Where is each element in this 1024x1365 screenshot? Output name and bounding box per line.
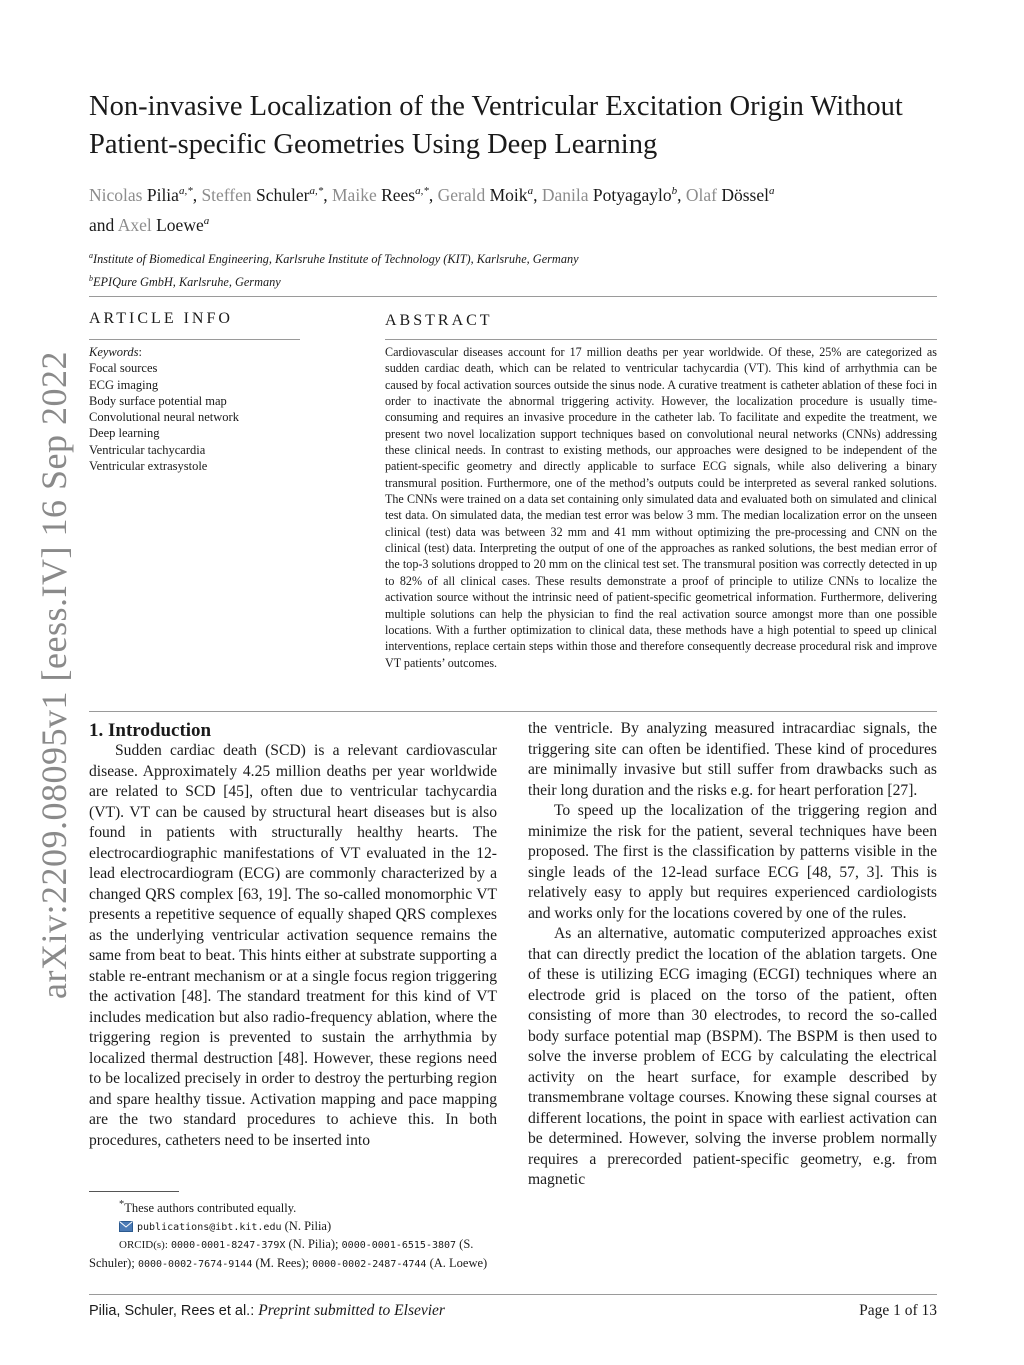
author: Nicolas Pilia$^{a,*}$, [89,184,202,205]
author-and: and [89,214,115,235]
author: Gerald Moik$^a$, [437,184,542,205]
header-rule [89,296,937,297]
author: Maike Rees$^{a,*}$, [332,184,438,205]
keyword: Ventricular extrasystole [89,459,208,474]
keyword: Focal sources [89,361,158,376]
footer-rule [89,1294,937,1295]
paragraph: Sudden cardiac death (SCD) is a relevant cardiovascular disease. Approximately 4.25 million deaths per year worldwide are related to SCD [45], often due to ventricular tachycardia (VT). VT can be caused by structural heart diseases but is also found in patients with structurally healthy hearts. The electrocardiographic manifestations of VT evaluated in the 12-lead electrocardiogram (ECG) are commonly characterized by a changed QRS complex [63, 19]. The so-called monomorphic VT presents a repetitive sequence of equally shaped QRS complexes as the underlying ventricular activation sequence remains the same from beat to beat. This hints either at substrate supporting a stable re-entrant mechanism or at a single focus region triggering the activation [48]. The standard treatment for this kind of VT includes medication but also radio-frequency ablation, where the triggering region is prevented to sustain the arrhythmia by localized thermal destruction [48]. However, these regions need to be localized precisely in order to destroy the perturbing region and spare healthy tissue. Activation mapping and pace mapping are the two standard procedures to achieve this. In both procedures, catheters need to be inserted into [89,742,497,1149]
keyword: Ventricular tachycardia [89,442,206,457]
affiliation: $^a$Institute of Biomedical Engineering, Karlsruhe Institute of Technology (KIT), Karlsruhe, Germany [89,251,579,267]
keyword: Deep learning [89,426,160,441]
author: Danila Potyagaylo$^b$, [541,184,686,205]
affiliation: $^b$EPIQure GmbH, Karlsruhe, Germany [89,274,281,290]
affiliations [89,246,949,292]
right-column [528,719,937,1191]
author-list [89,178,949,238]
paper-title: Non-invasive Localization of the Ventricular Excitation Origin Without Patient-specific Geometries Using Deep Learning [89,91,903,160]
footnote-rule [89,1191,179,1192]
footnotes [89,1196,497,1273]
footnote-email: publications@ibt.kit.edu (N. Pilia) [89,1218,497,1237]
orcid-link[interactable]: 0000-0002-7674-9144 [137,1258,253,1270]
author: Steffen Schuler$^{a,*}$, [201,184,332,205]
article-info-rule [89,339,300,340]
orcid-link[interactable]: 0000-0002-2487-4744 [312,1258,427,1270]
paragraph: To speed up the localization of the triggering region and minimize the risk for the patient, several techniques have been proposed. The first is the classification by patterns visible in the single leads of the 12-lead surface ECG [48, 57, 3]. This is relatively easy to apply but requires experienced cardiologists and works only for the locations covered by one of the rules. [528,802,937,922]
arxiv-id: arXiv:2209.08095v1 [eess.IV] 16 Sep 2022 [34,351,74,999]
email-link[interactable]: publications@ibt.kit.edu [137,1221,282,1233]
keyword: ECG imaging [89,377,159,392]
abstract-bottom-rule [89,711,937,712]
arxiv-stamp [34,351,74,999]
author: Olaf Dössel$^a$ [685,184,775,205]
paragraph: As an alternative, automatic computerized approaches exist that can directly predict the location of the ablation targets. One of these is utilizing ECG imaging (ECGI) techniques where an electrode grid is placed on the torso of the patient, often consisting of more than 30 electrodes, to record the so-called body surface potential map (BSPM). The BSPM is then used to solve the inverse problem of ECG by calculating the electrical activity on the heart surface, for example described by transmembrane voltage courses. Knowing these signal courses at different locations, the point in space with earliest activation can be determined. However, solving the inverse problem normally requires a prerecorded patient-specific geometry, e.g. from magnetic [528,925,937,1188]
paragraph: the ventricle. By analyzing measured intracardiac signals, the triggering site can often be identified. These kind of procedures are minimally invasive but still suffer from drawbacks such as their long duration and the risks e.g. for heart perforation [27]. [528,720,937,799]
author: Axel Loewe$^a$ [117,214,210,235]
orcid-link[interactable]: 0000-0001-6515-3807 [341,1240,457,1252]
abstract-text: Cardiovascular diseases account for 17 million deaths per year worldwide. Of these, 25% are categorized as sudden cardiac death, which can be related to ventricular tachycardia (VT). This kind of arrhythmia can be caused by focal activation sources outside the sinus node. A curative treatment is catheter ablation of these foci in order to inactivate the abnormal triggering activity. However, the localization procedure is usually time-consuming and requires an invasive procedure in the catheter lab. To facilitate and expedite the treatment, we present two novel localization support techniques based on convolutional neural networks (CNNs) addressing these clinical needs. In contrast to existing methods, our approaches were designed to be independent of the patient-specific geometry and directly applicable to surface ECG signals, while also delivering a binary transmural position. Furthermore, one of the method’s outputs could be interpreted as several ranked solutions. The CNNs were trained on a data set containing only simulated data and evaluated both on simulated and clinical test data. On simulated data, the median test error was below 3 mm. The median localization error on the unseen clinical (test) data was between 32 mm and 41 mm without optimizing the pre-processing and CNN on the clinical (test) data. Interpreting the output of one of the approaches as ranked solutions, the best median error of the top-3 solutions dropped to 20 mm on the clinical test set. The transmural position was correctly detected in up to 82% of all clinical cases. These results demonstrate a proof of principle to utilize CNNs to localize the activation source without the intrinsic need of patient-specific geometrical information. Furthermore, delivering multiple solutions can help the physician to find the real activation source amongst more than one possible locations. With a further optimization to clinical data, these methods have a high potential to speed up clinical interventions, replace certain steps within those and therefore consequently decrease procedural risk and improve VT patients’ outcomes. [385,345,937,670]
footnote-orcid: ORCID(s): 0000-0001-8247-379X (N. Pilia); 0000-0001-6515-3807 (S. Schuler); 0000-0002-7674-9144 (M. Rees); 0000-0002-2487-4744 (A. Loewe) [89,1237,488,1270]
orcid-link[interactable]: 0000-0001-8247-379X [171,1240,286,1252]
keyword: Body surface potential map [89,393,227,408]
abstract-heading: ABSTRACT [385,312,493,329]
footer-citation: Pilia, Schuler, Rees et al.: Preprint submitted to Elsevier [89,1302,445,1319]
article-info-heading: ARTICLE INFO [89,310,233,327]
footnote-equal-contribution: *These authors contributed equally. [119,1199,297,1216]
left-column [89,741,497,1151]
envelope-icon [119,1221,133,1232]
abstract-rule [385,339,937,340]
keywords-label: Keywords [89,345,139,359]
page-number: Page 1 of 13 [859,1302,937,1319]
keywords-block: Keywords: Focal sources ECG imaging Body surface potential map Convolutional neural network Deep learning Ventricular tachycardia Ventricular extrasystole [89,344,299,474]
section-heading-introduction: 1. Introduction [89,720,212,741]
keyword: Convolutional neural network [89,410,239,425]
